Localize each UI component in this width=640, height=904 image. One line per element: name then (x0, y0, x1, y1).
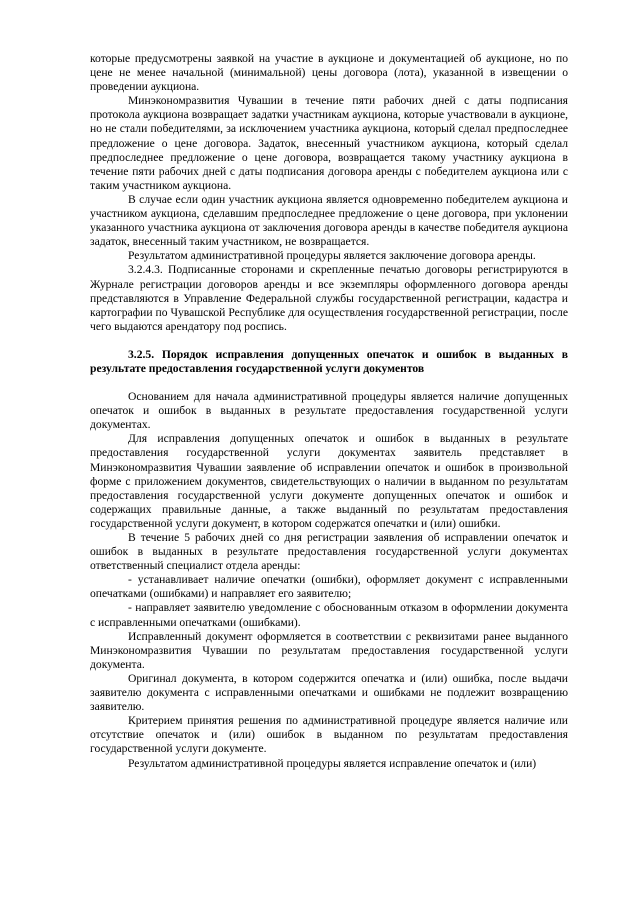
paragraph: 3.2.4.3. Подписанные сторонами и скрепленные печатью договоры регистрируются в Журнале регистрации договоров аренды и все экземпляры оформленного договора аренды представляются в Управление Федеральной службы государственной регистрации, кадастра и картографии по Чувашской Республике для осуществления государственной регистрации, после чего выдаются арендатору под роспись. (90, 263, 568, 333)
paragraph: Результатом административной процедуры является заключение договора аренды. (128, 249, 536, 263)
paragraph: - устанавливает наличие опечатки (ошибки), оформляет документ с исправленными опечатками (ошибками) и направляет его заявителю; (90, 573, 568, 601)
paragraph: Для исправления допущенных опечаток и ошибок в выданных в результате предоставления государственной услуги документах заявитель представляет в Минэкономразвития Чувашии заявление об исправлении опечаток и ошибок в произвольной форме с приложением документов, свидетельствующих о наличии в выданном по результатам предоставления государственной услуги документе допущенных опечаток и ошибок и содержащих правильные данные, а также выданный по результатам предоставления государственной услуги документ, в котором содержатся опечатки и (или) ошибки. (90, 432, 568, 530)
paragraph: - направляет заявителю уведомление с обоснованным отказом в оформлении документа с исправленными опечатками (ошибками). (90, 601, 568, 629)
paragraph: Результатом административной процедуры является исправление опечаток и (или) (128, 756, 537, 770)
document-page (90, 52, 568, 771)
paragraph: которые предусмотрены заявкой на участие в аукционе и документацией об аукционе, но по цене не менее начальной (минимальной) цены договора (лота), указанной в извещении о проведении аукциона. (90, 52, 568, 94)
paragraph: Оригинал документа, в котором содержится опечатка и (или) ошибка, после выдачи заявителю документа с исправленными опечатками и ошибками не подлежит возвращению заявителю. (90, 671, 568, 714)
text-block-before (90, 52, 568, 334)
paragraph: Исправленный документ оформляется в соответствии с реквизитами ранее выданного Минэкономразвития Чувашии по результатам предоставления государственной услуги документа. (90, 629, 568, 671)
paragraph: В течение 5 рабочих дней со дня регистрации заявления об исправлении опечаток и ошибок в выданных в результате предоставления государственной услуги документах ответственный специалист отдела аренды: (90, 531, 568, 573)
paragraph: В случае если один участник аукциона является одновременно победителем аукциона и участником аукциона, сделавшим предпоследнее предложение о цене договора, при уклонении указанного участника аукциона от заключения договора аренды в качестве победителя аукциона задаток, внесенный таким участником, не возвращается. (90, 192, 568, 249)
paragraph: Основанием для начала административной процедуры является наличие допущенных опечаток и ошибок в выданных в результате предоставления государственной услуги документах. (90, 390, 568, 432)
paragraph: Критерием принятия решения по административной процедуре является наличие или отсутствие опечаток и (или) ошибок в выданном по результатам предоставления государственной услуги документе. (90, 714, 568, 756)
paragraph: Минэкономразвития Чувашии в течение пяти рабочих дней с даты подписания протокола аукциона возвращает задатки участникам аукциона, которые участвовали в аукционе, но не стали победителями, за исключением участника аукциона, который сделал предпоследнее предложение о цене договора. Задаток, внесенный участником аукциона, который сделал предпоследнее предложение о цене договора, возвращается такому участнику аукциона в течение пяти рабочих дней с даты подписания договора аренды с победителем аукциона или с таким участником аукциона. (90, 94, 568, 192)
section-heading: 3.2.5. Порядок исправления допущенных опечаток и ошибок в выданных в результате предоставления государственной услуги документов (90, 347, 568, 375)
text-block-after (90, 390, 568, 771)
